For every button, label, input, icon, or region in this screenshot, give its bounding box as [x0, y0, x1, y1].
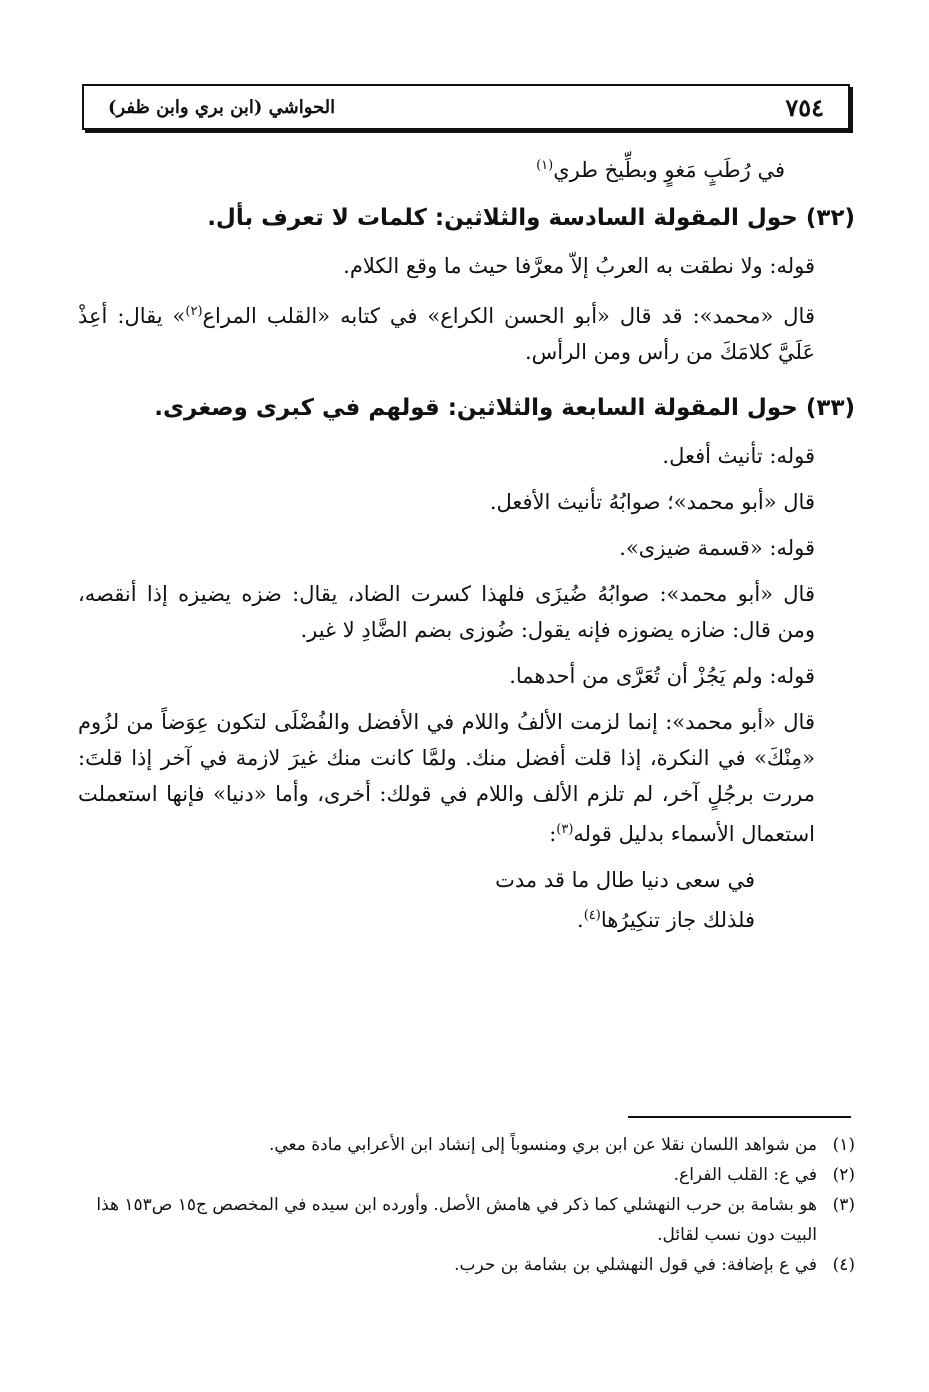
- poem: [78, 862, 855, 938]
- footnote: [78, 1160, 855, 1190]
- poem-line: [78, 898, 755, 938]
- footnote-text: في ع: القلب الفراع.: [673, 1165, 817, 1185]
- verse-line: [78, 148, 855, 188]
- footnote: [78, 1190, 855, 1250]
- paragraph: قوله: تأنيث أفعل.: [662, 444, 815, 468]
- footnote-ref-1: (١): [536, 158, 554, 173]
- footnote-divider: [628, 1116, 851, 1118]
- footnote-ref-3: (٣): [556, 822, 574, 837]
- running-header: [82, 84, 850, 130]
- poem-text: .: [577, 908, 584, 932]
- paragraph: قوله: «قسمة ضيزى».: [619, 536, 815, 560]
- paragraph: قال «أبو محمد»؛ صوابُهُ تأنيث الأفعل.: [489, 490, 815, 514]
- footnote-text: من شواهد اللسان نقلا عن ابن بري ومنسوباً إلى إنشاد ابن الأعرابي مادة معي.: [268, 1135, 817, 1155]
- footnote-ref-4: (٤): [583, 908, 601, 923]
- footnote-number: (١): [832, 1135, 855, 1155]
- poem-line: في سعى دنيا طال ما قد مدت: [495, 868, 755, 892]
- paragraph-text: قال «محمد»: قد قال «أبو الحسن الكراع» في كتابه «القلب المراع: [202, 304, 815, 328]
- page-number: ٧٥٤: [785, 92, 824, 122]
- running-title: الحواشي (ابن بري وابن ظفر): [108, 96, 336, 118]
- footnote-number: (٣): [832, 1195, 855, 1215]
- paragraph-text: قال «أبو محمد»: إنما لزمت الألفُ واللام في الأفضل والفُضْلَى لتكون عِوَضاً من لزُوم «مِنْكَ» في النكرة، إذا قلت أفضل منك. ولمَّا كانت منك غيرَ لازمة في آخر إذا قلتَ: مررت برجُلٍ آخر، لم تلزم الألف واللام في قولك: أخرى، وأما «دنيا» فإنها استعملت استعمال الأسماء بدليل قوله: [78, 710, 815, 846]
- footnotes: [78, 1130, 855, 1280]
- footnote-text: في ع بإضافة: في قول النهشلي بن بشامة بن حرب.: [454, 1255, 817, 1275]
- paragraph: قوله: ولا نطقت به العربُ إلاّ معرَّفا حيث ما وقع الكلام.: [343, 254, 815, 278]
- section-heading-33: (٣٣) حول المقولة السابعة والثلاثين: قولهم في كبرى وصغرى.: [154, 395, 855, 421]
- paragraph-text: :: [549, 822, 557, 846]
- paragraph: [78, 704, 855, 852]
- footnote-number: (٢): [832, 1165, 855, 1185]
- paragraph: قال «أبو محمد»: صوابُهُ ضُيزَى فلهذا كسرت الضاد، يقال: ضزه يضيزه إذا أنقصه، ومن قال: ضازه يضوزه فإنه يقول: ضُوزى بضم الضَّادِ لا غير.: [78, 582, 815, 642]
- section-heading-32: (٣٢) حول المقولة السادسة والثلاثين: كلمات لا تعرف بأل.: [207, 205, 855, 231]
- verse-text: في رُطَبٍ مَغوٍ وبطِّيخ طري: [553, 158, 785, 182]
- paragraph: [78, 294, 855, 370]
- paragraph: قوله: ولم يَجُزْ أن تُعَرَّى من أحدهما.: [509, 664, 815, 688]
- poem-text: فلذلك جاز تنكِيرُها: [600, 908, 755, 932]
- footnote-text: هو بشامة بن حرب النهشلي كما ذكر في هامش الأصل. وأورده ابن سيده في المخصص ج١٥ ص١٥٣ هذا البيت دون نسب لقائل.: [96, 1195, 817, 1245]
- paragraph-text: » يقال: أعِذْ عَلَيَّ كلامَكَ من رأس ومن الرأس.: [78, 304, 815, 364]
- main-text: [78, 148, 855, 938]
- footnote-number: (٤): [832, 1255, 855, 1275]
- footnote: [78, 1250, 855, 1280]
- footnote-ref-2: (٢): [185, 304, 203, 319]
- footnote: [78, 1130, 855, 1160]
